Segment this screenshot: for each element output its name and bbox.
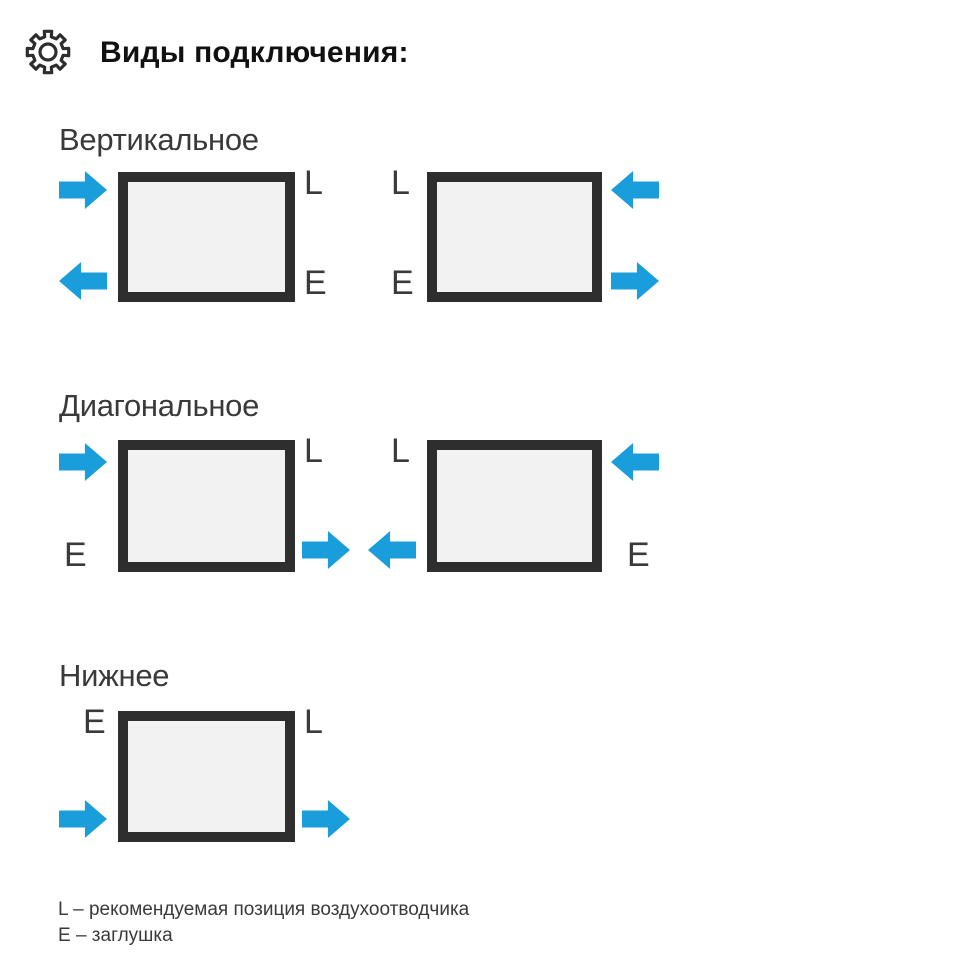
flow-arrow-outlet-left-icon (59, 262, 107, 300)
radiator-body (118, 172, 295, 302)
flow-arrow-inlet-right-icon (59, 443, 107, 481)
radiator-body (427, 440, 602, 572)
vent-label: L (304, 164, 323, 202)
vent-label: L (391, 432, 410, 470)
vent-label: L (304, 432, 323, 470)
flow-arrow-outlet-right-icon (302, 531, 350, 569)
vent-label: L (304, 703, 323, 741)
flow-arrow-inlet-left-icon (611, 171, 659, 209)
flow-arrow-outlet-right-icon (611, 262, 659, 300)
legend-line-plug: E – заглушка (58, 925, 173, 946)
section-title-bottom: Нижнее (59, 658, 170, 693)
flow-arrow-inlet-left-icon (611, 443, 659, 481)
plug-label: E (627, 536, 650, 574)
section-title-diagonal: Диагональное (59, 388, 260, 423)
gear-icon (24, 28, 72, 76)
flow-arrow-outlet-left-icon (368, 531, 416, 569)
plug-label: E (304, 264, 327, 302)
radiator-body (427, 172, 602, 302)
legend-line-vent: L – рекомендуемая позиция воздухоотводчика (58, 899, 470, 920)
page-title: Виды подключения: (100, 36, 409, 69)
flow-arrow-outlet-right-icon (302, 800, 350, 838)
plug-label: E (391, 264, 414, 302)
radiator-body (118, 440, 295, 572)
flow-arrow-inlet-right-icon (59, 171, 107, 209)
legend (58, 897, 469, 949)
radiator-body (118, 711, 295, 842)
plug-label: E (83, 703, 106, 741)
section-title-vertical: Вертикальное (59, 122, 259, 157)
flow-arrow-inlet-right-icon (59, 800, 107, 838)
vent-label: L (391, 164, 410, 202)
plug-label: E (64, 536, 87, 574)
